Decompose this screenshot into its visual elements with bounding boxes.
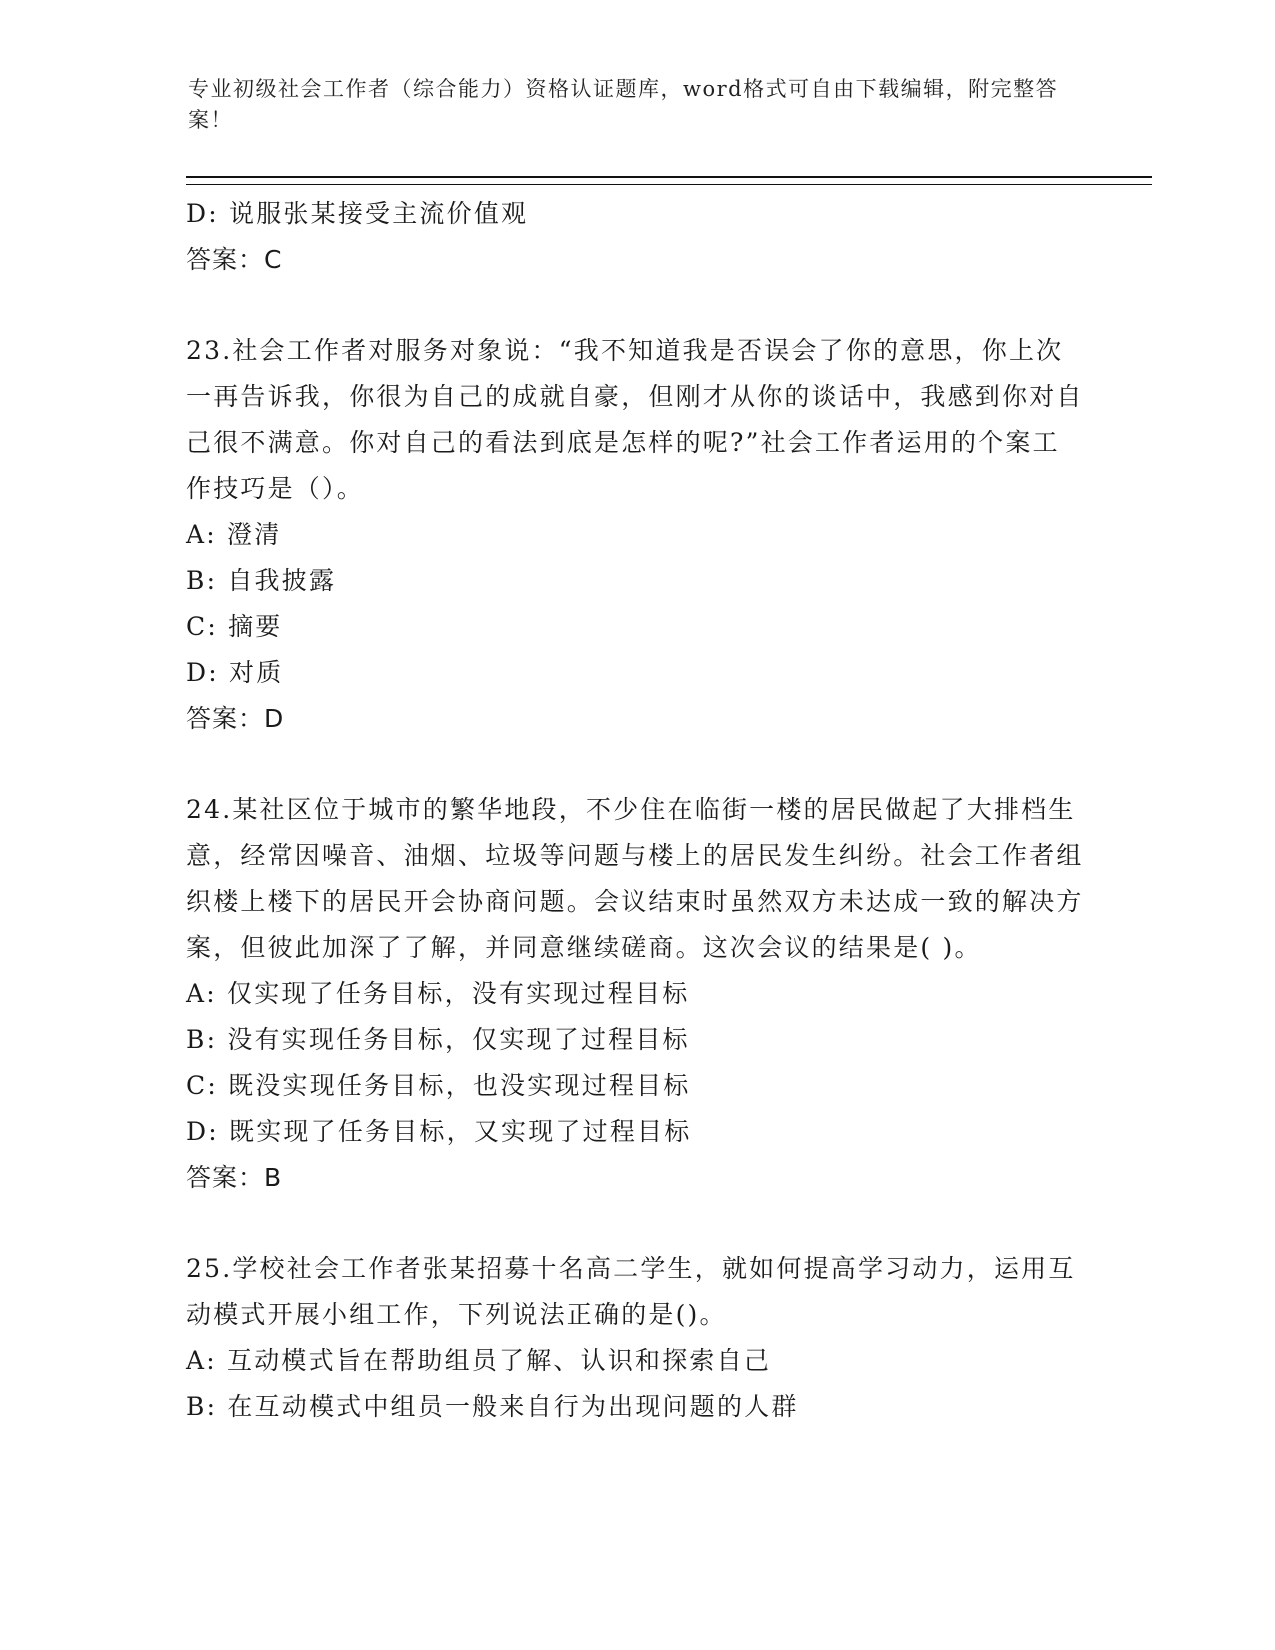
question-stem: 24.某社区位于城市的繁华地段，不少住在临街一楼的居民做起了大排档生意，经常因噪音、油烟、垃圾等问题与楼上的居民发生纠纷。社会工作者组织楼上楼下的居民开会协商问题。会议结束时虽然双方未达成一致的解决方案，但彼此加深了了解，并同意继续磋商。这次会议的结果是( )。 <box>186 795 1084 962</box>
option-b: B: 在互动模式中组员一般来自行为出现问题的人群 <box>186 1392 799 1421</box>
option-b: B: 自我披露 <box>186 566 337 595</box>
answer: 答案：D <box>186 704 285 733</box>
option-b: B: 没有实现任务目标，仅实现了过程目标 <box>186 1025 690 1054</box>
question-24 <box>186 787 1086 1201</box>
question-25 <box>186 1246 1086 1430</box>
option-c: C: 摘要 <box>186 612 283 641</box>
answer: 答案：B <box>186 1163 283 1192</box>
prev-option-d: D: 说服张某接受主流价值观 <box>186 199 529 228</box>
question-stem: 23.社会工作者对服务对象说：“我不知道我是否误会了你的意思，你上次一再告诉我，你很为自己的成就自豪，但刚才从你的谈话中，我感到你对自己很不满意。你对自己的看法到底是怎样的呢?”社会工作者运用的个案工作技巧是（）。 <box>186 336 1084 503</box>
option-d: D: 既实现了任务目标，又实现了过程目标 <box>186 1117 692 1146</box>
option-a: A: 互动模式旨在帮助组员了解、认识和探索自己 <box>186 1346 772 1375</box>
option-c: C: 既没实现任务目标，也没实现过程目标 <box>186 1071 691 1100</box>
option-a: A: 澄清 <box>186 520 282 549</box>
document-body <box>186 191 1086 1430</box>
option-a: A: 仅实现了任务目标，没有实现过程目标 <box>186 979 690 1008</box>
document-header: 专业初级社会工作者（综合能力）资格认证题库，word格式可自由下载编辑，附完整答案！ <box>188 77 1059 132</box>
option-d: D: 对质 <box>186 658 284 687</box>
prev-answer: 答案：C <box>186 245 283 274</box>
header-divider <box>186 176 1152 185</box>
question-stem: 25.学校社会工作者张某招募十名高二学生，就如何提高学习动力，运用互动模式开展小组工作，下列说法正确的是()。 <box>186 1254 1076 1329</box>
question-23 <box>186 328 1086 742</box>
